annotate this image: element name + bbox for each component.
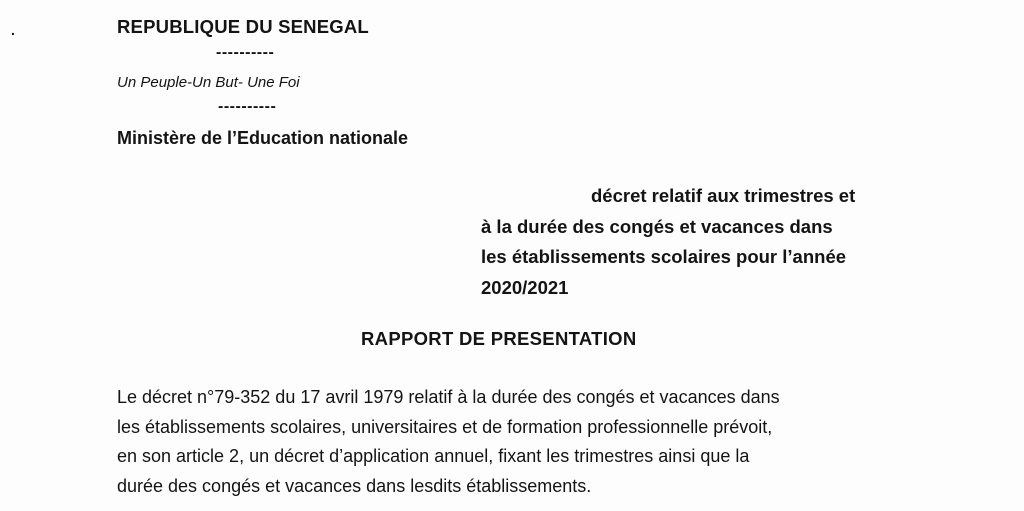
report-heading: RAPPORT DE PRESENTATION (361, 328, 637, 349)
body-paragraph (117, 383, 917, 501)
decree-title-line: à la durée des congés et vacances dans (481, 215, 833, 237)
header-separator-1: ---------- (216, 44, 275, 61)
decree-title-line: les établissements scolaires pour l’année (481, 246, 847, 267)
body-line: en son article 2, un décret d’application annuel, fixant les trimestres ainsi que la (117, 446, 750, 466)
header-separator-2: ---------- (218, 98, 277, 115)
stray-bullet-mark: . (11, 22, 15, 38)
body-line: durée des congés et vacances dans lesdits établissements. (117, 475, 592, 496)
national-motto: Un Peuple-Un But- Une Foi (117, 74, 300, 91)
body-line: Le décret n°79-352 du 17 avril 1979 relatif à la durée des congés et vacances dans (117, 387, 780, 407)
ministry-name: Ministère de l’Education nationale (117, 128, 409, 148)
body-line: les établissements scolaires, universitaires et de formation professionnelle prévoit, (117, 416, 773, 437)
country-name-heading: REPUBLIQUE DU SENEGAL (117, 16, 369, 37)
decree-title-line: décret relatif aux trimestres et (591, 185, 856, 206)
decree-title-line: 2020/2021 (481, 276, 569, 298)
decree-title-block (481, 181, 951, 303)
